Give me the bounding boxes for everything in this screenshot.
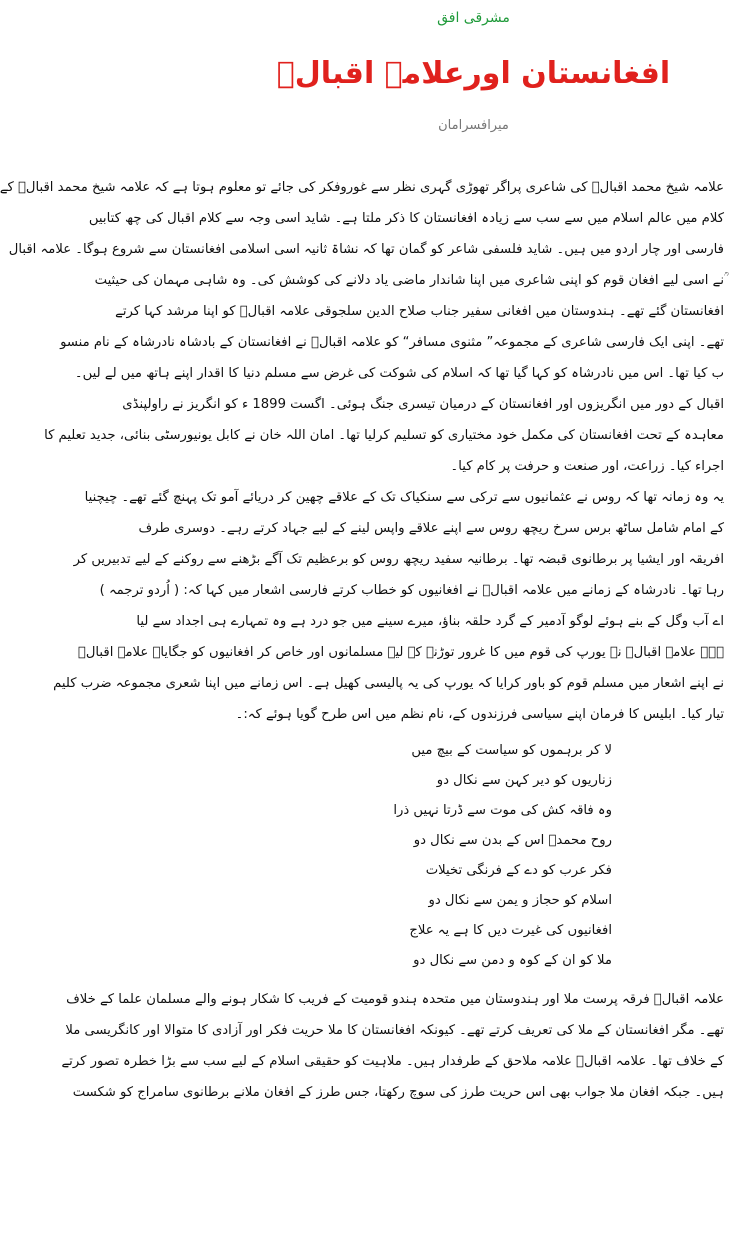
paragraph-3 [61,984,724,1108]
text-line: علامہ اقبالؒ فرقہ پرست ملا اور ہندوستان میں متحدہ ہندو قومیت کے فریب کا شکار ہونے والے مسلمان علما کے خلاف [66,992,724,1007]
poem-verse: لا کر برہموں کو سیاست کے بیچ میں [411,743,612,758]
text-line: افریقہ اور ایشیا پر برطانوی قبضہ تھا۔ برطانیہ سفید ریچھ روس کو برعظیم تک آگے بڑھنے سے روکنے کے لیے تدبیریں کر [73,552,724,567]
paragraph-2 [53,482,724,730]
text-line: افغانستان گئے تھے۔ ہندوستان میں افغانی سفیر جناب صلاح الدین سلجوقی علامہ اقبالؒ کو اپنا مرشد کہا کرتے [115,304,724,319]
text-line: یہ وہ زمانہ تھا کہ روس نے عثمانیوں سے ترکی سے سنکیاک تک کے علاقے چھین کر دریائے آمو تک پہنچ گئے تھے۔ چیچنیا [84,490,724,505]
text-line: تھے۔ اپنی ایک فارسی شاعری کے مجموعہ” مثنوی مسافر“ کو علامہ اقبالؒ نے افغانستان کے بادشاہ نادرشاہ کے نام منسو [60,335,724,350]
text-line: نے اپنے اشعار میں مسلم قوم کو باور کرایا کہ یورپ کی یہ پالیسی کھیل ہے۔ اس زمانے میں اپنا شعری مجموعہ ضرب کلیم [53,676,724,691]
poem [221,736,724,976]
text-line: معاہدہ کے تحت افغانستان کی مکمل خود مختیاری کو تسلیم کرلیا تھا۔ امان اللہ خان نے کابل یونیورسٹی بنائی، جدید تعلیم کا [44,428,724,443]
poem-verse: افغانیوں کی غیرت دیں کا ہے یہ علاج [409,923,612,938]
text-line: ؒنے اسی لیے افغان قوم کو اپنی شاعری میں اپنا شاندار ماضی یاد دلانے کی کوشش کی۔ وہ شاہی مہمان کی حیثیت [94,273,724,288]
text-line: کے خلاف تھا۔ علامہ اقبالؒ علامہ ملاحق کے طرفدار ہیں۔ ملاہیت کو حقیقی اسلام کے لیے سب سے بڑا خطرہ تصور کرتے [61,1054,724,1069]
text-line: ب کیا تھا۔ اس میں نادرشاہ کو کہا گیا تھا کہ اسلام کی شوکت کی غرض سے مسلم دنیا کا اقدار اپنے ہاتھ میں لے لیں۔ [74,366,724,381]
text-line: کلام میں عالم اسلام میں سے سب سے زیادہ افغانستان کا ذکر ملتا ہے۔ شاید اسی وجہ سے کلام اقبال کی چھ کتابیں [88,211,724,226]
text-line: اے آب وگل کے بنے ہوئے لوگو آدمیر کے گرد حلقہ بناؤ، میرے سینے میں جو درد ہے وہ تمہارے ہی اجداد سے لیا [136,614,724,629]
text-line: اقبال کے دور میں انگریزوں اور افغانستان کے درمیان تیسری جنگ ہوئی۔ اگست 1899 ء کو انگریز نے راولپنڈی [122,397,724,412]
text-line: فارسی اور چار اردو میں ہیں۔ شاید فلسفی شاعر کو گمان تھا کہ نشاۃ ثانیہ اسی اسلامی افغانستان سے شروع ہوگا۔ علامہ اقبال [8,242,724,257]
text-line: ہے۔ علامہ اقبالؒ نے یورپ کی قوم میں کا غرور توڑنے کے لیے مسلمانوں اور خاص کر افغانیوں کو جگایا۔ علامہ اقبالؒ [77,645,724,660]
text-line: کے امام شامل ساٹھ برس سرخ ریچھ روس سے اپنے علاقے واپس لینے کے لیے جہاد کرتے رہے۔ دوسری طرف [138,521,724,536]
text-line: رہا تھا۔ نادرشاہ کے زمانے میں علامہ اقبالؒ نے افغانیوں کو خطاب کرتے فارسی اشعار میں کہا کہ: ( اُردو ترجمہ ) [99,583,724,598]
text-line: تیار کیا۔ ابلیس کا فرمان اپنے سیاسی فرزندوں کے، نام نظم میں اس طرح گویا ہوئے کہ:۔ [235,707,724,722]
author-name: میرافسرامان [438,118,509,133]
article-title: افغانستان اورعلامہ اقبالؒ [276,56,671,91]
article-body [0,172,724,1108]
section-tag: مشرقی افق [437,10,510,26]
poem-verse: زناریوں کو دیر کہن سے نکال دو [436,773,612,788]
text-line: ہیں۔ جبکہ افغان ملا جواب بھی اس حریت طرز کی سوچ رکھتا، جس طرز کے افغان ملانے برطانوی سامراج کو شکست [72,1085,724,1100]
poem-verse: وہ فاقہ کش کی موت سے ڈرتا نہیں ذرا [393,803,612,818]
paragraph-1 [0,172,724,482]
poem-verse: اسلام کو حجاز و یمن سے نکال دو [428,893,612,908]
poem-verse: فکر عرب کو دے کے فرنگی تخیلات [425,863,612,878]
text-line: علامہ شیخ محمد اقبالؒ کی شاعری پراگر تھوڑی گہری نظر سے غوروفکر کی جائے تو معلوم ہوتا ہے کہ علامہ شیخ محمد اقبالؒ کے [0,180,724,195]
text-line: اجراء کیا۔ زراعت، اور صنعت و حرفت پر کام کیا۔ [450,459,724,474]
poem-verse: ملا کو ان کے کوہ و دمن سے نکال دو [413,953,612,968]
poem-verse: روح محمدؐ اس کے بدن سے نکال دو [413,833,612,848]
text-line: تھے۔ مگر افغانستان کے ملا کی تعریف کرتے تھے۔ کیونکہ افغانستان کا ملا حریت فکر اور آزادی کا متوالا اور کانگریسی ملا [65,1023,724,1038]
